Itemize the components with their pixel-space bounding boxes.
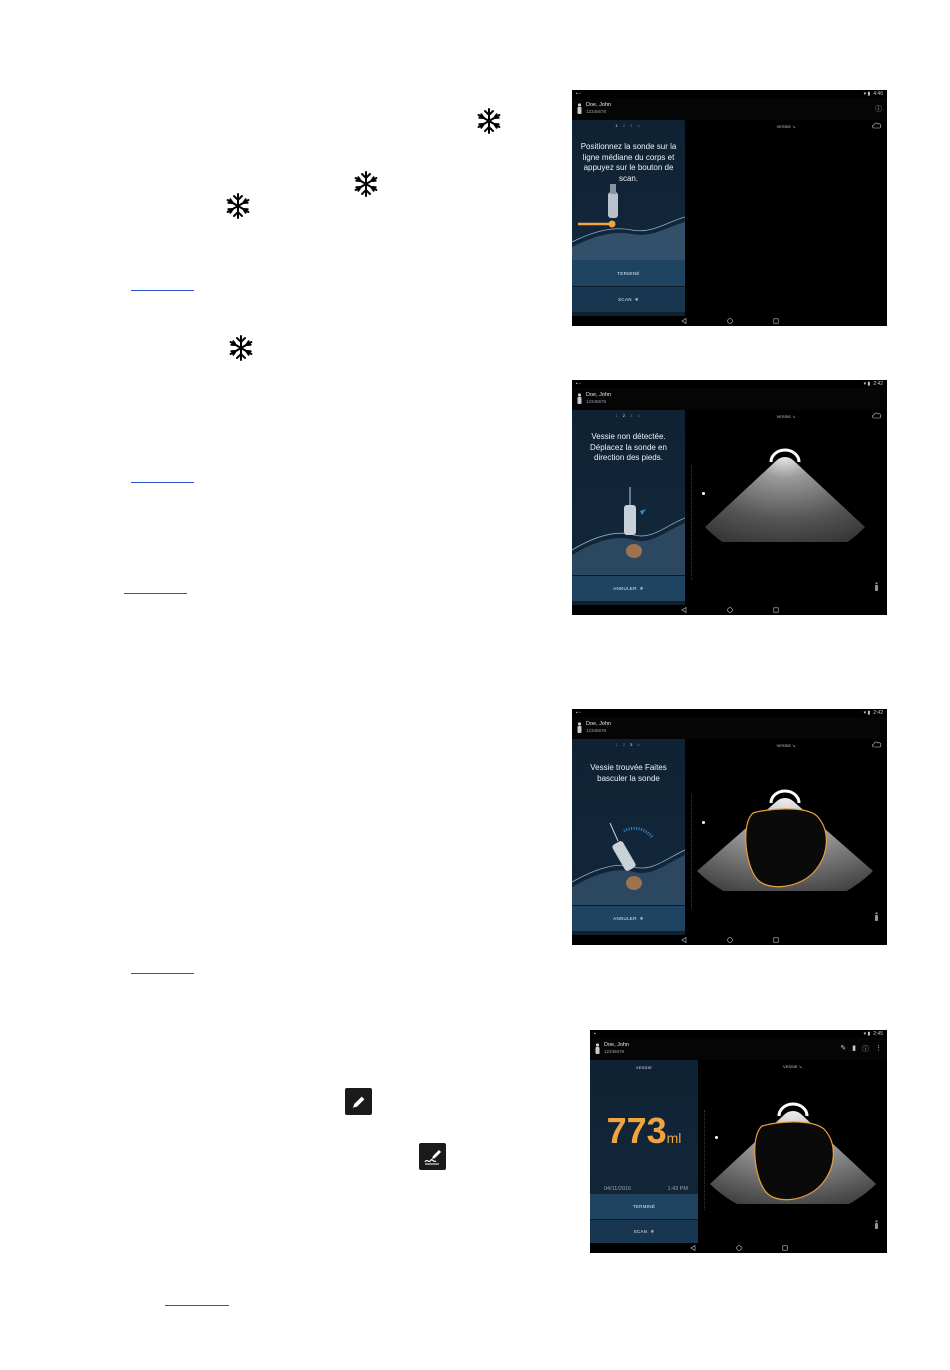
orientation-figure-icon [874, 1220, 879, 1229]
instruction-text: Vessie trouvée Faites basculer la sonde [590, 763, 667, 783]
android-nav-bar [590, 1243, 887, 1253]
help-icon[interactable]: ⓘ [862, 1046, 869, 1053]
ultrasound-view [685, 120, 887, 316]
snowflake-icon [474, 106, 504, 136]
home-icon[interactable] [727, 318, 733, 324]
snowflake-icon [351, 169, 381, 199]
snowflake-icon [226, 333, 256, 363]
recent-apps-icon[interactable] [773, 937, 779, 943]
ultrasound-image [685, 761, 885, 891]
patient-id: 12345678 [586, 399, 607, 404]
device-screenshot-1 [572, 90, 887, 326]
person-icon [594, 1043, 601, 1054]
home-icon[interactable] [736, 1245, 742, 1251]
patient-id: 12345678 [604, 1049, 625, 1054]
scan-datetime [604, 1186, 688, 1192]
scan-date: 04/11/2016 [604, 1186, 632, 1192]
back-icon[interactable] [681, 937, 687, 943]
snowflake-icon: ❄ [639, 585, 644, 591]
link-underline[interactable] [131, 290, 194, 291]
edit-signature-icon [419, 1143, 446, 1170]
cloud-icon[interactable] [872, 741, 882, 748]
device-screenshot-4 [590, 1030, 887, 1253]
status-bar: ▪ ▫ ▾ ▮ 2:42 [576, 381, 883, 387]
view-label: VESSIE ↘ [776, 124, 796, 129]
link-underline[interactable] [131, 482, 194, 483]
snowflake-icon: ❄ [639, 915, 644, 921]
cancel-button[interactable]: ANNULER ❄ [572, 905, 685, 931]
cloud-icon[interactable] [872, 122, 882, 129]
recent-apps-icon[interactable] [773, 607, 779, 613]
trash-icon[interactable]: ▮ [852, 1045, 856, 1052]
probe-illustration [572, 815, 685, 905]
done-button[interactable]: TERMINÉ [572, 260, 685, 286]
patient-header [572, 717, 887, 739]
view-label: VESSIE ↘ [776, 414, 796, 419]
patient-name: Doe, John [586, 102, 612, 108]
step-indicator: 1 2 3 4 [615, 123, 642, 128]
patient-name: Doe, John [586, 392, 612, 398]
home-icon[interactable] [727, 937, 733, 943]
patient-header [590, 1038, 887, 1060]
instruction-panel [572, 739, 685, 935]
instruction-text: Vessie non détectée. Déplacez la sonde en direction des pieds. [590, 432, 667, 462]
snowflake-icon [223, 191, 253, 221]
result-panel [590, 1060, 698, 1243]
ultrasound-view [685, 739, 887, 935]
ultrasound-view [698, 1060, 887, 1243]
link-underline[interactable] [124, 593, 187, 594]
person-icon [576, 103, 583, 114]
panel-title: VESSIE [635, 1065, 653, 1070]
cancel-button[interactable]: ANNULER ❄ [572, 575, 685, 601]
scan-button[interactable]: SCAN ❄ [572, 286, 685, 312]
probe-illustration [572, 485, 685, 575]
status-bar: ▪ ▫ ▾ ▮ 2:42 [576, 710, 883, 716]
instruction-panel [572, 410, 685, 605]
status-bar: ▪ ▾ ▮ 2:45 [594, 1031, 883, 1037]
android-nav-bar [572, 605, 887, 615]
back-icon[interactable] [681, 318, 687, 324]
scan-button[interactable]: SCAN ❄ [590, 1219, 698, 1243]
link-underline[interactable] [165, 1305, 229, 1306]
patient-id: 12345678 [586, 109, 607, 114]
snowflake-icon: ❄ [634, 296, 639, 302]
device-screenshot-3 [572, 709, 887, 945]
link-underline[interactable] [131, 973, 194, 974]
patient-header [572, 98, 887, 120]
android-nav-bar [572, 935, 887, 945]
patient-header [572, 388, 887, 410]
bladder-volume: 773ml [606, 1110, 682, 1151]
orientation-figure-icon [874, 912, 879, 921]
cloud-icon[interactable] [872, 412, 882, 419]
probe-illustration [572, 182, 685, 262]
instruction-panel [572, 120, 685, 316]
home-icon[interactable] [727, 607, 733, 613]
pencil-icon[interactable]: ✎ [840, 1045, 847, 1052]
pencil-icon [345, 1088, 372, 1115]
device-screenshot-2 [572, 380, 887, 615]
done-button[interactable]: TERMINÉ [590, 1194, 698, 1219]
ultrasound-view [685, 410, 887, 605]
patient-name: Doe, John [586, 721, 612, 727]
view-label: VESSIE ↘ [783, 1064, 802, 1069]
person-icon [576, 393, 583, 404]
person-icon [576, 722, 583, 733]
step-indicator: 1 2 3 4 [615, 413, 642, 418]
scan-time: 1:43 PM [667, 1186, 688, 1192]
instruction-text: Positionnez la sonde sur la ligne médiane du corps et appuyez sur le bouton de scan. [580, 142, 677, 183]
back-icon[interactable] [690, 1245, 696, 1251]
patient-id: 12345678 [586, 728, 607, 733]
ultrasound-image [698, 1074, 887, 1204]
patient-name: Doe, John [604, 1042, 630, 1048]
more-icon[interactable]: ⋮ [875, 1045, 882, 1052]
status-bar: ▪ ▫ ▾ ▮ 4:46 [576, 91, 883, 97]
android-nav-bar [572, 316, 887, 326]
orientation-figure-icon [874, 582, 879, 591]
recent-apps-icon[interactable] [782, 1245, 788, 1251]
step-indicator: 1 2 3 4 [615, 742, 642, 747]
recent-apps-icon[interactable] [773, 318, 779, 324]
view-label: VESSIE ↘ [776, 743, 796, 748]
back-icon[interactable] [681, 607, 687, 613]
ultrasound-image [685, 432, 885, 542]
snowflake-icon: ❄ [650, 1228, 655, 1234]
help-icon[interactable]: ⓘ [875, 106, 882, 113]
